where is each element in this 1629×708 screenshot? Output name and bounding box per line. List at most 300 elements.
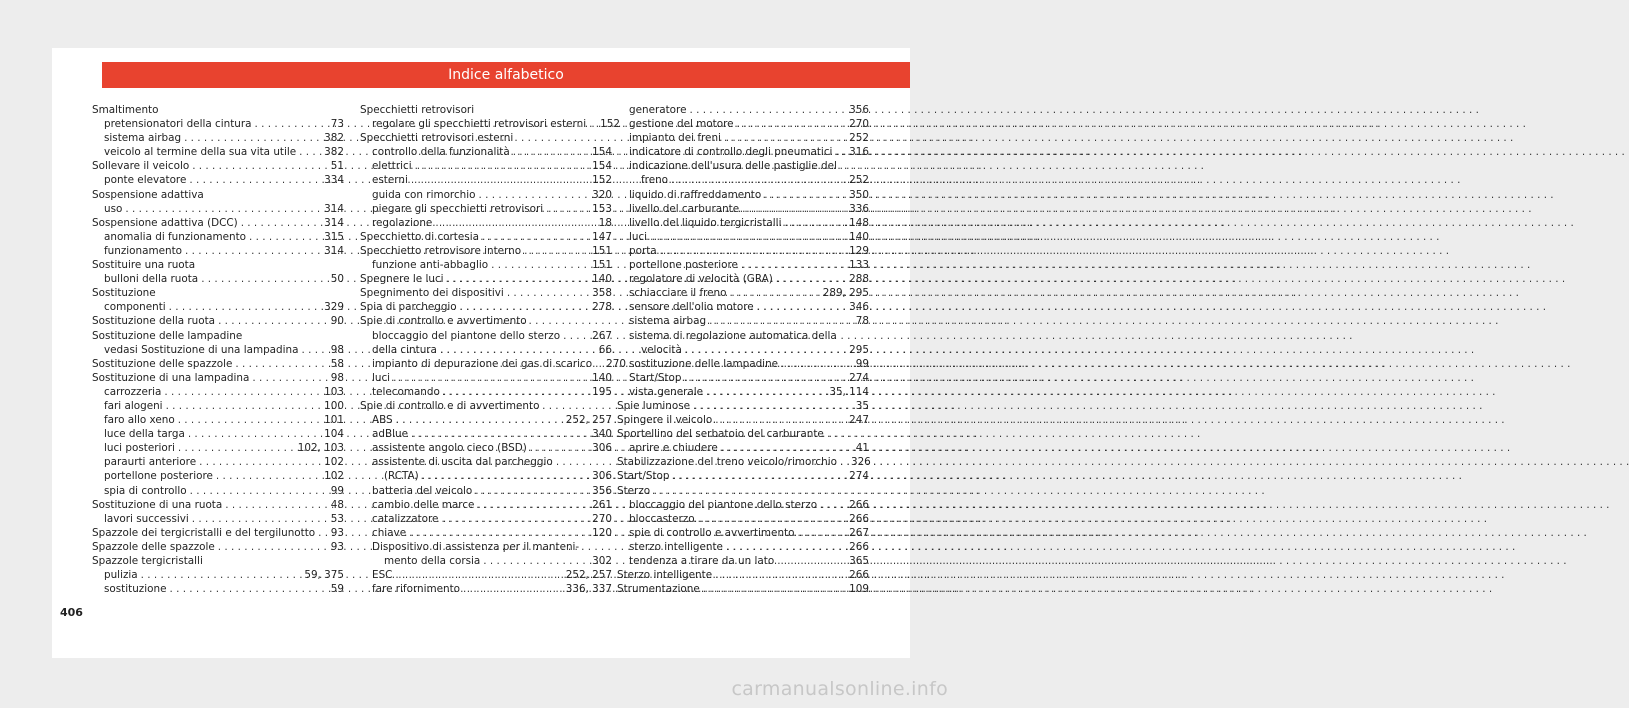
dot-leader xyxy=(715,413,846,427)
dot-leader xyxy=(443,385,589,399)
dot-leader xyxy=(178,413,321,427)
index-entry xyxy=(360,300,612,314)
index-page-ref: 326 xyxy=(850,456,871,469)
dot-leader xyxy=(411,173,589,187)
index-term: Dispositivo di assistenza per il manteni- xyxy=(372,540,580,553)
index-entry xyxy=(92,188,344,202)
index-page-ref: 93 xyxy=(330,526,344,539)
index-entry xyxy=(92,216,344,230)
dot-leader xyxy=(513,145,589,159)
index-page-ref: 320 xyxy=(592,188,612,201)
index-entry xyxy=(92,554,344,568)
dot-leader xyxy=(563,329,589,343)
index-page-ref: 103 xyxy=(324,385,344,398)
index-term: livello del liquido tergicristalli xyxy=(629,216,782,229)
dot-leader xyxy=(241,216,321,230)
index-page-ref: 152 xyxy=(592,174,612,187)
dot-leader xyxy=(784,216,846,230)
index-term: Specchietto di cortesia xyxy=(360,230,479,243)
index-term: elettrici xyxy=(372,160,412,173)
index-page-ref: 252 xyxy=(849,132,869,145)
index-page-ref: 129 xyxy=(849,244,869,257)
index-term: sistema airbag xyxy=(104,132,182,145)
index-term: mento della corsia xyxy=(384,555,481,567)
dot-leader xyxy=(777,554,846,568)
index-page-ref: 98 xyxy=(330,371,344,384)
index-page-ref: 247 xyxy=(849,414,869,427)
index-entry xyxy=(92,202,344,216)
index-page-ref: 356 xyxy=(849,104,869,116)
index-entry xyxy=(360,582,612,596)
dot-leader xyxy=(192,159,328,173)
index-term: Specchietto retrovisore interno xyxy=(360,244,522,257)
index-page-ref: 340 xyxy=(592,428,612,441)
dot-leader xyxy=(589,117,597,131)
index-page-ref: 58 xyxy=(330,357,344,370)
index-page-ref: 336, 337 xyxy=(565,583,612,596)
index-entry xyxy=(92,371,344,385)
index-page-ref: 314 xyxy=(324,244,344,257)
index-entry xyxy=(360,427,612,441)
index-entry xyxy=(617,357,869,371)
index-term: vedasi Sostituzione di una lampadina xyxy=(104,343,299,356)
index-entry xyxy=(360,441,612,455)
index-page-ref: 356 xyxy=(592,484,612,497)
index-page-ref: 148 xyxy=(849,216,869,229)
index-page-ref: 59 xyxy=(330,583,344,596)
dot-leader xyxy=(249,230,321,244)
index-page-ref: 270 xyxy=(592,512,612,525)
index-term: Strumentazione xyxy=(617,583,700,596)
dot-leader xyxy=(477,498,589,512)
index-entry xyxy=(360,512,612,526)
index-entry xyxy=(360,399,612,413)
dot-leader xyxy=(840,455,848,469)
dot-leader xyxy=(650,230,846,244)
dot-leader xyxy=(764,188,846,202)
index-term: portellone posteriore xyxy=(629,259,738,272)
index-page-ref: 315 xyxy=(324,230,344,243)
dot-leader xyxy=(698,512,847,526)
index-entry xyxy=(360,103,612,117)
index-entry xyxy=(360,371,612,385)
index-entry xyxy=(92,329,344,343)
index-term: Start/Stop xyxy=(629,371,682,384)
index-term: regolare gli specchietti retrovisori esterni xyxy=(372,118,587,131)
dot-leader xyxy=(192,512,328,526)
index-entry xyxy=(92,357,344,371)
index-page-ref: 306 xyxy=(592,442,612,455)
index-term: fari alogeni xyxy=(104,399,163,412)
dot-leader xyxy=(447,272,590,286)
dot-leader xyxy=(530,441,589,455)
index-term: velocità xyxy=(641,343,682,356)
dot-leader xyxy=(125,202,321,216)
index-entry xyxy=(92,314,344,328)
index-entry xyxy=(360,540,612,554)
index-entry xyxy=(92,272,344,286)
index-page-ref: 109 xyxy=(849,583,869,596)
dot-leader xyxy=(164,385,321,399)
index-entry xyxy=(617,216,869,230)
dot-leader xyxy=(689,103,846,117)
index-page-ref: 252 xyxy=(849,174,869,187)
index-term: luci xyxy=(629,230,648,243)
dot-leader xyxy=(507,286,589,300)
index-entry xyxy=(92,385,344,399)
index-entry xyxy=(92,230,344,244)
dot-leader xyxy=(491,258,589,272)
index-term: Start/Stop xyxy=(617,470,670,483)
index-term: luci xyxy=(372,371,391,384)
index-page-ref: 18 xyxy=(598,216,612,229)
index-page-ref: 329 xyxy=(324,301,344,314)
index-page-ref: 382 xyxy=(324,132,344,145)
section-header xyxy=(102,62,910,88)
index-term: bulloni della ruota xyxy=(104,273,199,286)
index-term: aprire e chiudere xyxy=(629,442,718,455)
index-page-ref: 267 xyxy=(592,329,612,342)
index-term: tendenza a tirare da un lato xyxy=(629,555,775,567)
index-entry xyxy=(360,343,612,357)
index-page-ref: 93 xyxy=(330,540,344,553)
index-term: Sostituire una ruota xyxy=(92,259,196,272)
index-entry xyxy=(360,131,612,145)
index-page-ref: 365 xyxy=(849,555,869,567)
index-entry xyxy=(360,272,612,286)
index-entry xyxy=(617,399,869,413)
dot-leader xyxy=(299,145,321,159)
index-page-ref: 270 xyxy=(849,118,869,131)
index-term: Sospensione adattiva (DCC) xyxy=(92,216,238,229)
index-term: sterzo intelligente xyxy=(629,540,723,553)
index-entry xyxy=(360,526,612,540)
dot-leader xyxy=(685,371,847,385)
index-page-ref: 306 xyxy=(592,470,612,483)
index-page-ref: 382 xyxy=(324,146,344,159)
index-entry xyxy=(92,540,344,554)
index-page-ref: 100 xyxy=(324,399,344,412)
page-number: 406 xyxy=(60,606,83,619)
index-page-ref: 274 xyxy=(849,470,869,483)
index-term: luci posteriori xyxy=(104,442,175,455)
index-term: Specchietti retrovisori xyxy=(360,104,475,116)
index-entry xyxy=(92,399,344,413)
index-term: livello del carburante xyxy=(629,202,740,215)
index-page-ref: 152 xyxy=(600,118,620,131)
index-entry xyxy=(92,117,344,131)
index-entry xyxy=(92,526,344,540)
index-page-ref: 35, 114 xyxy=(829,385,869,398)
index-entry xyxy=(617,427,869,441)
index-term: Spie luminose xyxy=(617,399,691,412)
index-entry xyxy=(360,413,612,427)
index-term: impianto di depurazione dei gas di scarico xyxy=(372,357,593,370)
index-page-ref: 102 xyxy=(324,456,344,469)
dot-leader xyxy=(415,159,590,173)
index-term: Sterzo intelligente xyxy=(617,569,713,582)
index-term: ABS xyxy=(372,414,393,427)
index-term: Spazzole delle spazzole xyxy=(92,540,215,553)
index-entry xyxy=(360,145,612,159)
index-entry xyxy=(92,244,344,258)
index-term: Spegnere le luci xyxy=(360,273,444,286)
index-page-ref: 289, 295 xyxy=(822,287,869,300)
dot-leader xyxy=(724,131,846,145)
index-term: Sostituzione di una ruota xyxy=(92,498,223,511)
dot-leader xyxy=(184,131,321,145)
dot-leader xyxy=(178,441,295,455)
index-entry xyxy=(360,314,612,328)
index-term: telecomando xyxy=(372,385,440,398)
index-term: indicazione dell'usura delle pastiglie del xyxy=(629,160,837,173)
dot-leader xyxy=(483,554,589,568)
dot-leader xyxy=(460,300,589,314)
index-term: Sostituzione delle lampadine xyxy=(92,329,243,342)
dot-leader xyxy=(721,441,853,455)
index-page-ref: 99 xyxy=(855,357,869,370)
index-page-ref: 66 xyxy=(598,343,612,356)
index-page-ref: 154 xyxy=(592,160,612,173)
dot-leader xyxy=(742,202,846,216)
index-page-ref: 288 xyxy=(849,273,869,286)
index-page-ref: 73 xyxy=(330,118,344,131)
index-term: spia di controllo xyxy=(104,484,187,497)
index-term: anomalia di funzionamento xyxy=(104,230,247,243)
index-entry xyxy=(360,498,612,512)
index-entry xyxy=(617,582,869,596)
index-term: indicatore di controllo degli pneumatici xyxy=(629,146,833,159)
index-entry xyxy=(617,554,869,568)
index-entry xyxy=(617,314,869,328)
index-term: gestione del motore xyxy=(629,118,734,131)
dot-leader xyxy=(190,484,328,498)
index-term: Sportellino del serbatoio del carburante xyxy=(617,428,824,441)
index-page-ref: 334 xyxy=(324,174,344,187)
dot-leader xyxy=(441,512,589,526)
dot-leader xyxy=(820,498,846,512)
index-page-ref: 51 xyxy=(330,160,344,173)
index-term: bloccasterzo xyxy=(629,512,695,525)
index-term: Specchietti retrovisori esterni xyxy=(360,132,514,145)
index-term: assistente angolo cieco (BSD) xyxy=(372,442,527,455)
dot-leader xyxy=(409,526,589,540)
index-entry xyxy=(360,484,612,498)
dot-leader xyxy=(235,357,327,371)
index-term: generatore xyxy=(629,104,687,116)
index-term: Spia di parcheggio xyxy=(360,301,457,314)
index-term: sensore dell'olio motore xyxy=(629,301,754,314)
index-entry xyxy=(360,244,612,258)
dot-leader xyxy=(673,469,847,483)
index-term: Spegnimento dei dispositivi xyxy=(360,287,504,300)
index-entry xyxy=(360,554,612,568)
index-term: catalizzatore xyxy=(372,512,439,525)
index-term: veicolo al termine della sua vita utile xyxy=(104,146,297,159)
index-term: carrozzeria xyxy=(104,385,162,398)
dot-leader xyxy=(189,173,321,187)
dot-leader xyxy=(395,568,562,582)
dot-leader xyxy=(479,188,590,202)
dot-leader xyxy=(396,413,563,427)
index-term: bloccaggio del piantone dello sterzo xyxy=(372,329,561,342)
dot-leader xyxy=(835,145,846,159)
index-entry xyxy=(617,145,869,159)
dot-leader xyxy=(393,371,589,385)
dot-leader xyxy=(188,427,321,441)
index-term: (RCTA) xyxy=(384,470,419,483)
index-term: lavori successivi xyxy=(104,512,189,525)
index-entry xyxy=(617,103,869,117)
index-entry xyxy=(360,159,612,173)
index-entry xyxy=(92,582,344,596)
index-term: batteria del veicolo xyxy=(372,484,473,497)
index-entry xyxy=(617,258,869,272)
index-term: pretensionatori della cintura xyxy=(104,118,252,131)
index-page-ref: 314 xyxy=(324,216,344,229)
index-entry xyxy=(92,173,344,187)
index-page-ref: 102, 103 xyxy=(297,442,344,455)
index-entry xyxy=(617,202,869,216)
index-page-ref: 99 xyxy=(330,484,344,497)
dot-leader xyxy=(166,399,322,413)
index-page-ref: 295 xyxy=(849,343,869,356)
index-term: componenti xyxy=(104,301,166,314)
index-entry xyxy=(617,272,869,286)
index-term: impianto dei freni xyxy=(629,132,721,145)
index-page-ref: 151 xyxy=(592,259,612,272)
index-entry xyxy=(360,329,612,343)
index-entry xyxy=(92,343,344,357)
index-entry xyxy=(92,286,344,300)
dot-leader xyxy=(757,300,846,314)
index-page-ref: 314 xyxy=(324,202,344,215)
index-entry xyxy=(360,357,626,371)
index-page-ref: 140 xyxy=(849,230,869,243)
index-page-ref: 151 xyxy=(592,244,612,257)
index-entry xyxy=(617,385,869,399)
index-term: Stabilizzazione del treno veicolo/rimorchio xyxy=(617,456,837,469)
index-page-ref: 261 xyxy=(592,498,612,511)
dot-leader xyxy=(482,230,589,244)
dot-leader xyxy=(706,385,826,399)
index-page-ref: 133 xyxy=(849,259,869,272)
index-term: pulizia xyxy=(104,569,138,582)
index-page-ref: 98 xyxy=(330,343,344,356)
index-term: funzionamento xyxy=(104,244,183,257)
index-term: Sostituzione di una lampadina xyxy=(92,371,250,384)
index-page-ref: 120 xyxy=(592,526,612,539)
index-entry xyxy=(617,441,869,455)
index-page-ref: 147 xyxy=(592,230,612,243)
dot-leader xyxy=(201,272,328,286)
index-entry xyxy=(360,230,612,244)
section-title: Indice alfabetico xyxy=(448,67,564,83)
index-entry xyxy=(92,469,344,483)
index-term: adBlue xyxy=(372,428,408,441)
index-page-ref: 267 xyxy=(849,526,869,539)
index-entry xyxy=(92,131,344,145)
index-term: ESC xyxy=(372,569,393,582)
index-term: della cintura xyxy=(372,343,437,356)
index-entry xyxy=(92,512,344,526)
index-page-ref: 336 xyxy=(849,202,869,215)
index-term: regolazione xyxy=(372,216,433,229)
index-entry xyxy=(360,202,612,216)
dot-leader xyxy=(781,357,853,371)
dot-leader xyxy=(797,526,846,540)
index-page-ref: 252, 257 xyxy=(565,414,612,427)
index-term: chiave xyxy=(372,526,407,539)
index-term: esterni xyxy=(372,174,408,187)
index-entry xyxy=(617,371,869,385)
index-page-ref: 35 xyxy=(855,399,869,412)
index-term: Sospensione adattiva xyxy=(92,188,204,201)
dot-leader xyxy=(411,427,589,441)
index-page-ref: 102 xyxy=(324,470,344,483)
index-term: Sterzo xyxy=(617,484,651,497)
index-term: vista generale xyxy=(629,385,704,398)
index-entry xyxy=(92,413,344,427)
index-term: piegare gli specchietti retrovisori xyxy=(372,202,544,215)
index-term: assistente di uscita dal parcheggio xyxy=(372,456,553,469)
index-term: Spie di controllo e di avvertimento xyxy=(360,399,540,412)
dot-leader xyxy=(524,244,589,258)
index-entry xyxy=(360,286,612,300)
dot-leader xyxy=(185,244,321,258)
index-term: Spie di controllo e avvertimento xyxy=(360,315,527,328)
index-term: guida con rimorchio xyxy=(372,188,476,201)
index-term: porta xyxy=(629,244,657,257)
index-term: freno xyxy=(641,174,669,187)
index-term: Sostituzione xyxy=(92,287,156,300)
dot-leader xyxy=(225,498,328,512)
index-entry xyxy=(617,244,869,258)
index-entry xyxy=(617,159,869,173)
index-entry xyxy=(92,159,344,173)
dot-leader xyxy=(726,540,846,554)
index-term: cambio delle marce xyxy=(372,498,475,511)
index-entry xyxy=(617,286,869,300)
index-term: uso xyxy=(104,202,123,215)
dot-leader xyxy=(709,314,853,328)
index-term: luce della targa xyxy=(104,428,185,441)
index-entry xyxy=(92,427,344,441)
index-entry xyxy=(617,540,869,554)
index-entry xyxy=(617,469,869,483)
index-page-ref: 78 xyxy=(855,315,869,328)
index-term: liquido di raffreddamento xyxy=(629,188,762,201)
dot-leader xyxy=(440,343,596,357)
index-term: sostituzione xyxy=(104,583,167,596)
dot-leader xyxy=(660,244,846,258)
dot-leader xyxy=(216,469,321,483)
index-entry xyxy=(617,173,869,187)
dot-leader xyxy=(715,568,846,582)
index-entry xyxy=(617,498,869,512)
index-term: funzione anti-abbaglio xyxy=(372,259,489,272)
index-entry xyxy=(617,230,869,244)
index-term: Sollevare il veicolo xyxy=(92,160,190,173)
index-page-ref: 53 xyxy=(330,512,344,525)
index-entry xyxy=(617,329,869,343)
index-term: Spingere il veicolo xyxy=(617,414,713,427)
manual-page xyxy=(52,48,910,658)
index-page-ref: 153 xyxy=(592,202,612,215)
index-entry xyxy=(92,441,344,455)
index-entry xyxy=(360,188,612,202)
index-page-ref: 302 xyxy=(592,555,612,567)
